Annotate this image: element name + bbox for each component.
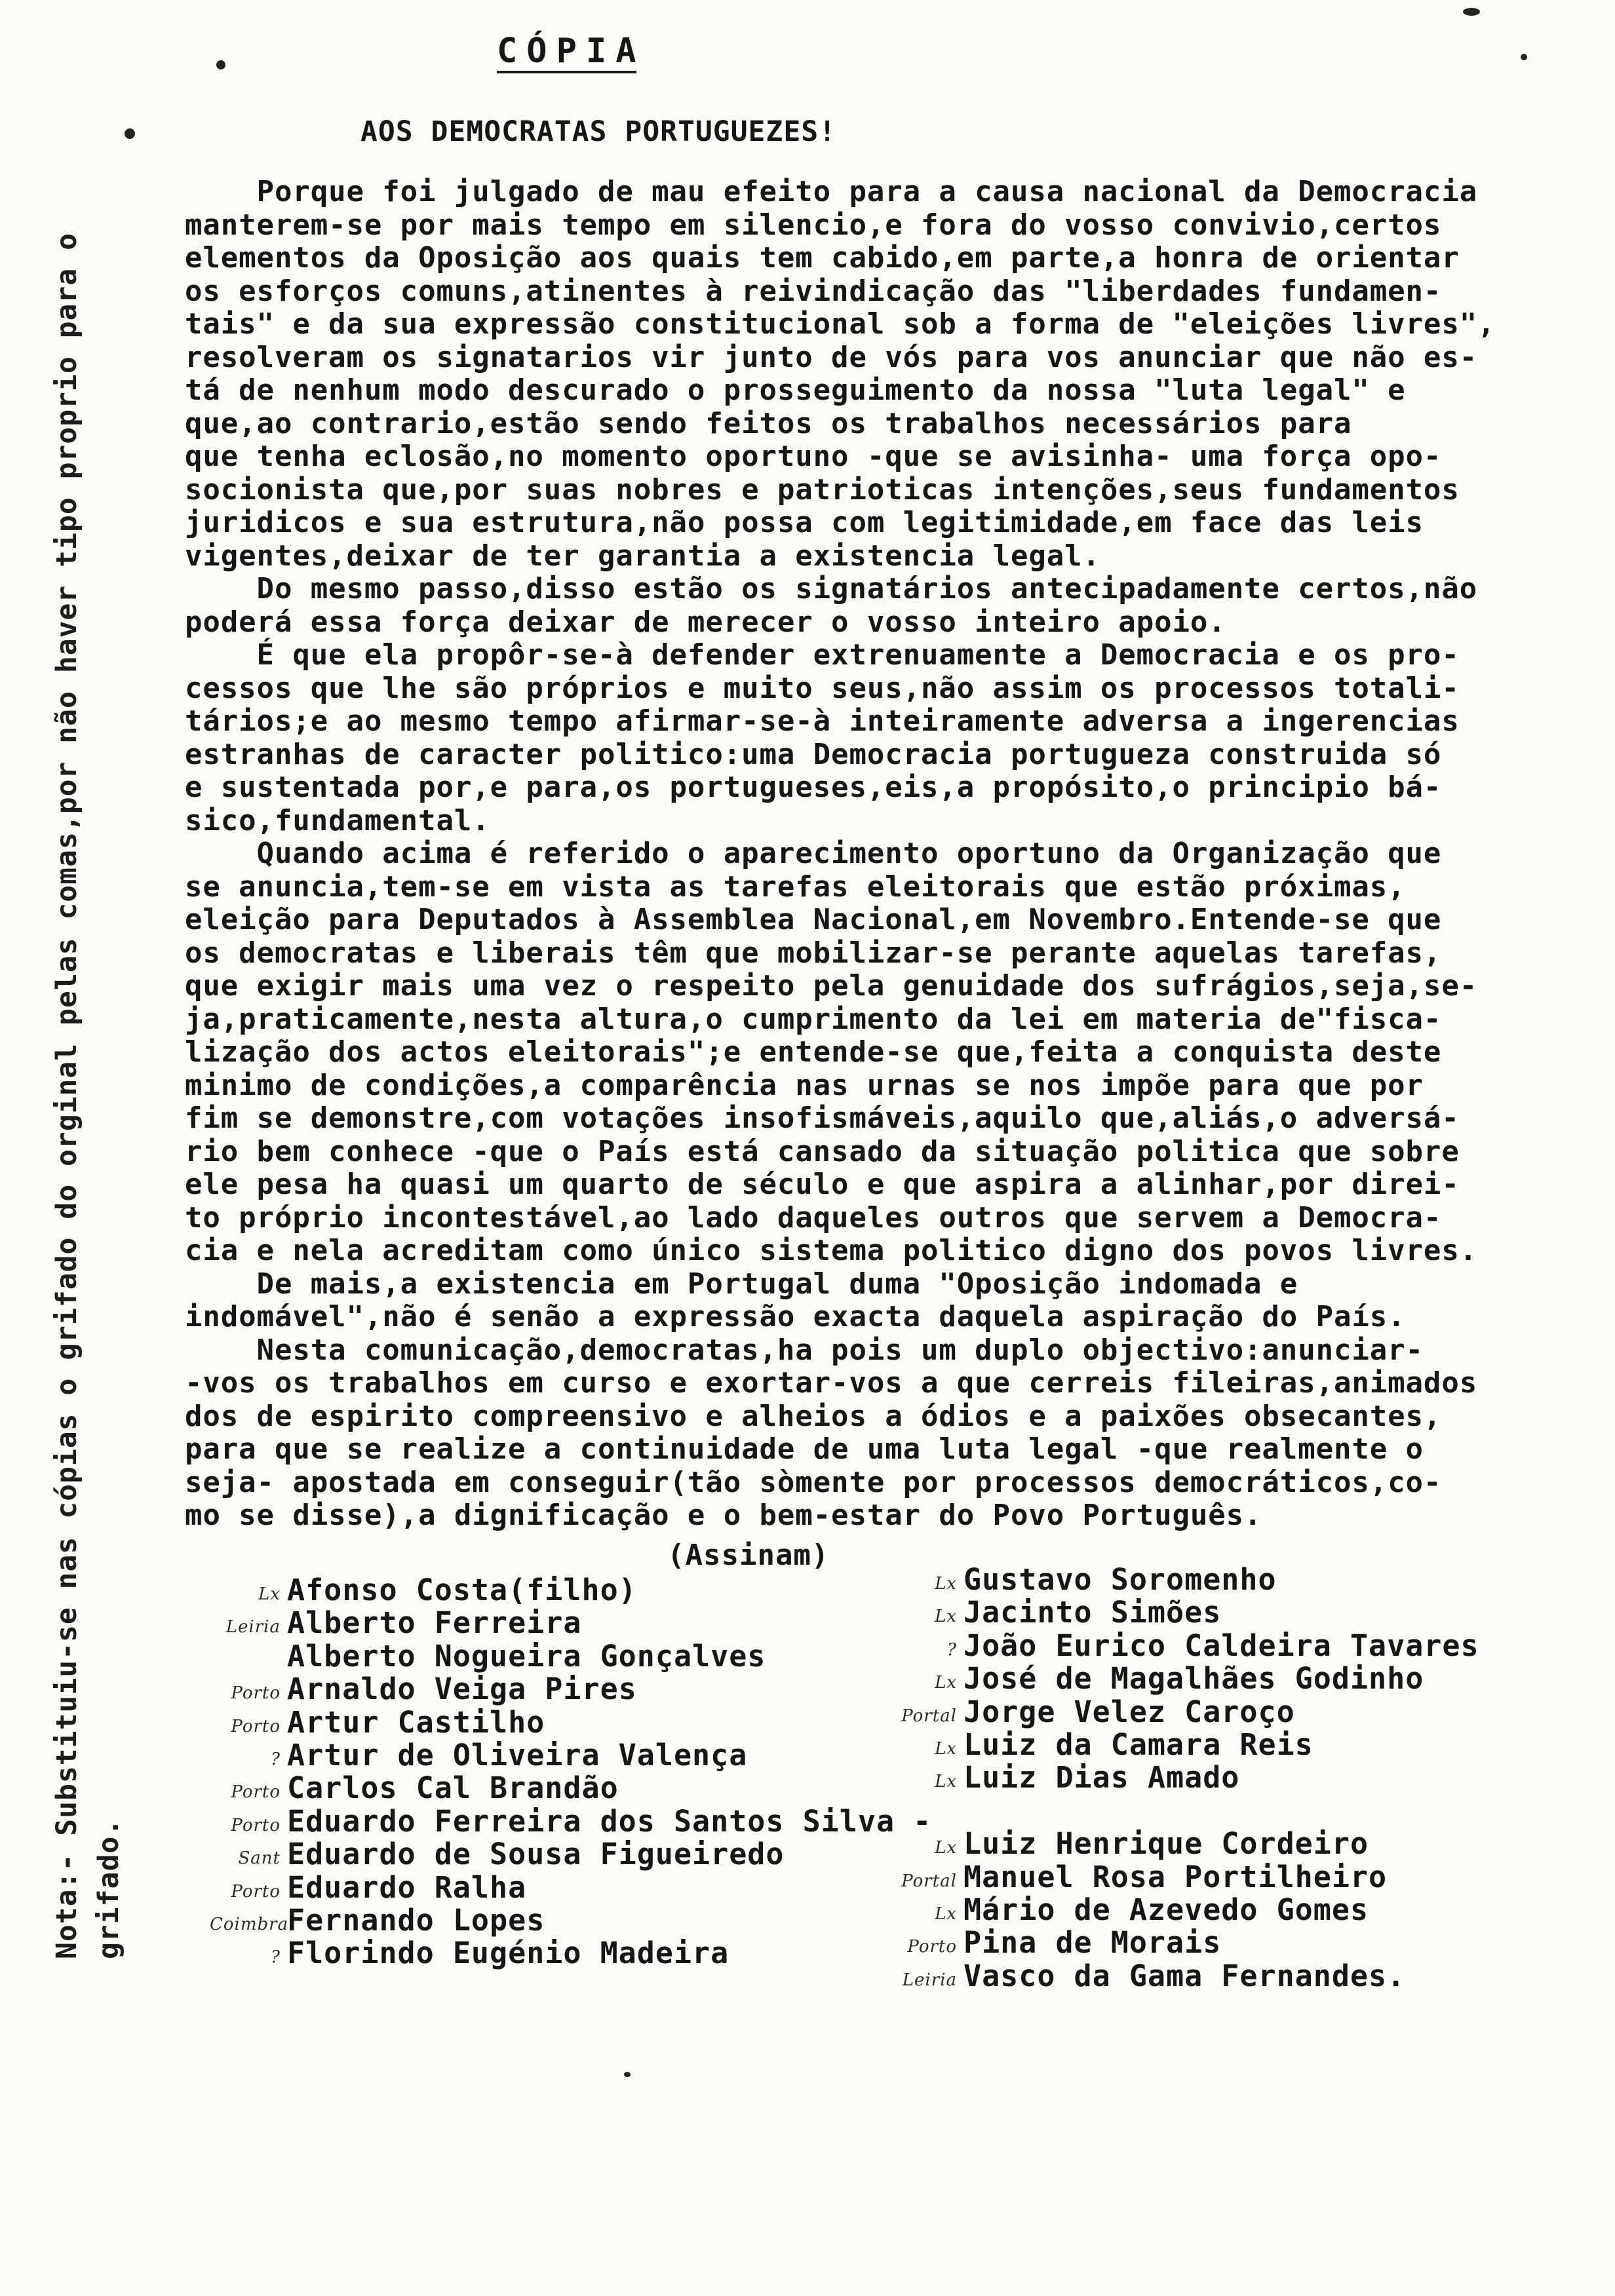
- body-line: cia e nela acreditam como único sistema politico digno dos povos livres.: [185, 1234, 1478, 1267]
- body-line: tá de nenhum modo descurado o prosseguimento da nossa "luta legal" e: [185, 373, 1406, 407]
- body-line: dos de espirito compreensivo e alheios a ódios e a paixões obsecantes,: [185, 1399, 1442, 1433]
- body-line: para que se realize a continuidade de uma luta legal -que realmente o: [185, 1432, 1424, 1466]
- body-line: eleição para Deputados à Assemblea Nacional,em Novembro.Entende-se que: [185, 903, 1442, 936]
- body-line: que tenha eclosão,no momento oportuno -que se avisinha- uma força opo-: [185, 440, 1442, 473]
- signatory-name: Gustavo Soromenho: [963, 1562, 1277, 1597]
- city-annotation: Porto: [231, 1782, 281, 1803]
- city-annotation: Lx: [935, 1738, 957, 1759]
- scan-speck: [1463, 8, 1480, 16]
- city-annotation: ?: [271, 1947, 281, 1968]
- body-line: cessos que lhe são próprios e muito seus,não assim os processos totali-: [185, 671, 1460, 705]
- signatory-name: João Eurico Caldeira Tavares: [963, 1628, 1479, 1663]
- city-annotation: Lx: [935, 1673, 957, 1693]
- city-annotation: Porto: [231, 1815, 281, 1835]
- document-heading: AOS DEMOCRATAS PORTUGUEZES!: [360, 115, 836, 148]
- side-note-line: Nota:- Substituiu-se nas cópias o grifado do orginal pelas comas,por não haver tipo proprio para o: [50, 232, 83, 1959]
- body-line: lização dos actos eleitorais";e entende-se que,feita a conquista deste: [185, 1035, 1442, 1069]
- city-annotation: ?: [947, 1639, 957, 1660]
- city-annotation: Porto: [907, 1937, 957, 1957]
- body-line: manterem-se por mais tempo em silencio,e fora do vosso convivio,certos: [185, 208, 1442, 242]
- signatory-name: Florindo Eugénio Madeira: [287, 1936, 730, 1971]
- body-line: que exigir mais uma vez o respeito pela genuidade dos sufrágios,seja,se-: [185, 969, 1478, 1003]
- signatory-name: Luiz da Camara Reis: [963, 1727, 1313, 1762]
- signatory-name: Arnaldo Veiga Pires: [287, 1672, 637, 1707]
- city-annotation: Lx: [935, 1904, 957, 1924]
- city-annotation: Lx: [935, 1574, 957, 1594]
- signatory-name: Fernando Lopes: [287, 1902, 545, 1938]
- body-line: vigentes,deixar de ter garantia a existencia legal.: [185, 539, 1100, 573]
- signatory-name: Alberto Ferreira: [287, 1605, 582, 1641]
- body-line: e sustentada por,e para,os portugueses,eis,a propósito,o principio bá-: [185, 771, 1442, 804]
- signatory-name: Afonso Costa(filho): [287, 1573, 637, 1607]
- body-line: os esforços comuns,atinentes à reivindicação das "liberdades fundamen-: [185, 274, 1442, 308]
- body-line: que,ao contrario,estão sendo feitos os trabalhos necessários para: [185, 406, 1352, 440]
- document-body: [185, 176, 1601, 1533]
- scan-speck: [216, 60, 225, 69]
- signatory-name: Eduardo de Sousa Figueiredo: [287, 1837, 785, 1872]
- city-annotation: Lx: [258, 1584, 281, 1604]
- signatory-name: Carlos Cal Brandão: [287, 1770, 619, 1806]
- body-line: mo se disse),a dignificação e o bem-estar do Povo Português.: [185, 1499, 1262, 1532]
- copy-mark: CÓPIA: [497, 31, 646, 71]
- body-line: Do mesmo passo,disso estão os signatários antecipadamente certos,não: [185, 572, 1478, 605]
- body-line: estranhas de caracter politico:uma Democracia portugueza construida só: [185, 737, 1442, 771]
- body-line: É que ela propôr-se-à defender extrenuamente a Democracia e os pro-: [185, 638, 1460, 672]
- body-line: to próprio incontestável,ao lado daqueles outros que servem a Democra-: [185, 1200, 1442, 1234]
- signatory-name: Manuel Rosa Portilheiro: [963, 1859, 1388, 1894]
- body-line: elementos da Oposição aos quais tem cabido,em parte,a honra de orientar: [185, 241, 1460, 275]
- body-line: fim se demonstre,com votações insofismáveis,aquilo que,aliás,o adversá-: [185, 1101, 1460, 1135]
- scan-speck: [1521, 54, 1527, 60]
- scan-speck: [624, 2072, 631, 2077]
- body-line: Quando acima é referido o aparecimento oportuno da Organização que: [185, 837, 1442, 870]
- signatory-name: Alberto Nogueira Gonçalves: [287, 1638, 766, 1674]
- city-annotation: Coimbra: [210, 1914, 289, 1934]
- side-note-line: grifado.: [92, 1818, 125, 1959]
- body-line: tais" e da sua expressão constitucional sob a forma de "eleições livres",: [185, 307, 1496, 341]
- body-line: resolveram os signatarios vir junto de vós para vos anunciar que não es-: [185, 340, 1478, 374]
- city-annotation: Porto: [231, 1683, 281, 1704]
- signatory-name: Artur de Oliveira Valença: [287, 1737, 748, 1772]
- body-line: juridicos e sua estrutura,não possa com legitimidade,em face das leis: [185, 506, 1424, 539]
- signatory-name: Artur Castilho: [287, 1704, 545, 1740]
- signatory-name: Luiz Henrique Cordeiro: [963, 1826, 1369, 1862]
- body-line: sico,fundamental.: [185, 803, 490, 837]
- city-annotation: Leiria: [225, 1617, 281, 1637]
- city-annotation: Porto: [231, 1881, 281, 1902]
- body-line: indomável",não é senão a expressão exacta daquela aspiração do País.: [185, 1300, 1406, 1333]
- signatory-name: Jacinto Simões: [963, 1595, 1222, 1630]
- signatory-name: Eduardo Ferreira dos Santos Silva -: [287, 1803, 932, 1839]
- city-annotation: Lx: [935, 1838, 957, 1858]
- body-line: seja- apostada em conseguir(tão sòmente por processos democráticos,co-: [185, 1465, 1442, 1499]
- city-annotation: ?: [271, 1749, 281, 1769]
- body-line: se anuncia,tem-se em vista as tarefas eleitorais que estão próximas,: [185, 870, 1406, 904]
- side-note: [46, 0, 138, 1959]
- signatory-name: Luiz Dias Amado: [963, 1760, 1240, 1795]
- city-annotation: Lx: [935, 1772, 957, 1792]
- body-line: ele pesa ha quasi um quarto de século e que aspira a alinhar,por direi-: [185, 1168, 1460, 1201]
- signatory-name: Jorge Velez Caroço: [963, 1694, 1295, 1729]
- city-annotation: Porto: [231, 1716, 281, 1736]
- signatory-name: Eduardo Ralha: [287, 1869, 527, 1905]
- body-line: -vos os trabalhos em curso e exortar-vos a que cerreis fileiras,animados: [185, 1366, 1478, 1400]
- body-line: os democratas e liberais têm que mobilizar-se perante aquelas tarefas,: [185, 936, 1442, 970]
- city-annotation: Portal: [901, 1706, 957, 1726]
- city-annotation: Lx: [935, 1607, 957, 1627]
- signatory-name: Vasco da Gama Fernandes.: [963, 1958, 1406, 1993]
- city-annotation: Portal: [901, 1871, 957, 1891]
- body-line: Nesta comunicação,democratas,ha pois um duplo objectivo:anunciar-: [185, 1333, 1424, 1367]
- body-line: Porque foi julgado de mau efeito para a causa nacional da Democracia: [185, 175, 1478, 208]
- body-line: rio bem conhece -que o País está cansado da situação politica que sobre: [185, 1134, 1460, 1168]
- body-line: tários;e ao mesmo tempo afirmar-se-à inteiramente adversa a ingerencias: [185, 704, 1460, 738]
- body-line: ja,praticamente,nesta altura,o cumprimento da lei em materia de"fisca-: [185, 1002, 1442, 1036]
- signed-label: (Assinam): [667, 1539, 830, 1572]
- body-line: minimo de condições,a comparência nas urnas se nos impõe para que por: [185, 1068, 1424, 1102]
- signatory-name: José de Magalhães Godinho: [963, 1661, 1424, 1696]
- signatory-name: Mário de Azevedo Gomes: [963, 1892, 1369, 1927]
- city-annotation: Sant: [238, 1848, 281, 1869]
- body-line: De mais,a existencia em Portugal duma "Oposição indomada e: [185, 1267, 1298, 1301]
- body-line: socionista que,por suas nobres e patrioticas intenções,seus fundamentos: [185, 472, 1460, 507]
- body-line: poderá essa força deixar de merecer o vosso inteiro apoio.: [185, 605, 1226, 639]
- city-annotation: Leiria: [902, 1970, 957, 1990]
- signatory-name: Pina de Morais: [963, 1925, 1222, 1961]
